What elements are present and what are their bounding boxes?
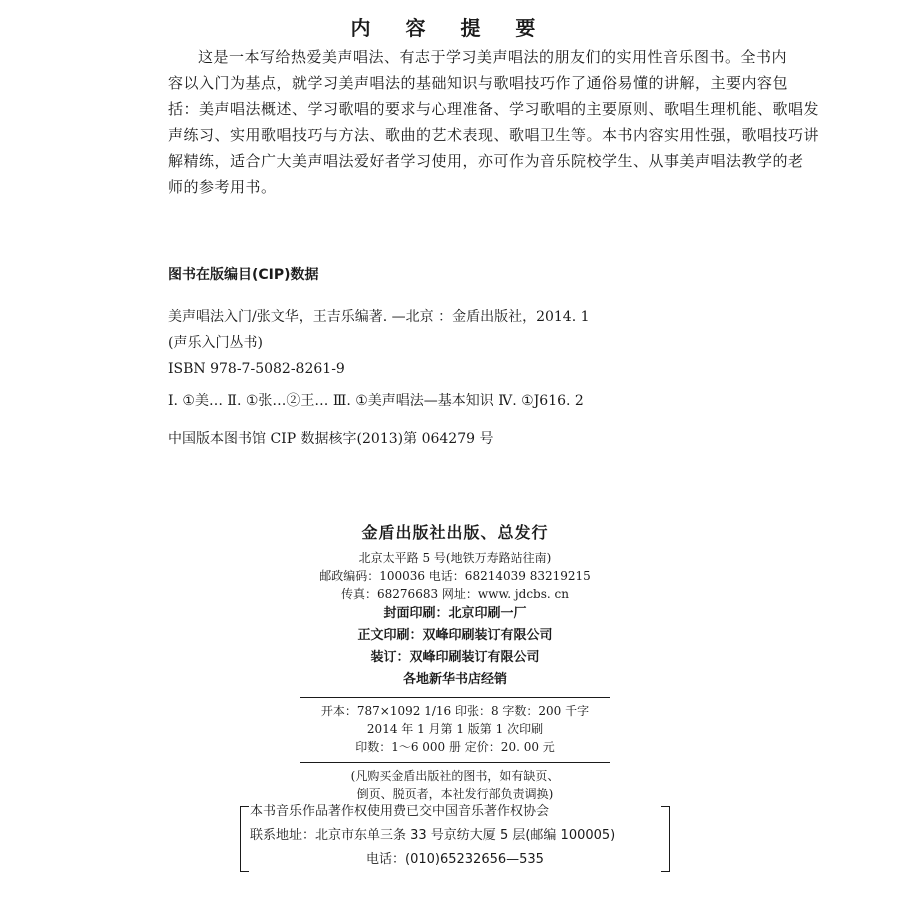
summary-line: 解精练，适合广大美声唱法爱好者学习使用，亦可作为音乐院校学生、从事美声唱法教学的老: [168, 152, 804, 170]
copyright-notice-box: [240, 800, 670, 872]
bracket-left: [240, 806, 249, 872]
cover-print-line: 封面印刷：北京印刷一厂: [383, 606, 527, 621]
cip-isbn-line: ISBN 978-7-5082-8261-9: [168, 361, 345, 377]
summary-section: [168, 44, 820, 200]
cip-record-line: 中国版本图书馆 CIP 数据核字(2013)第 064279 号: [168, 431, 494, 447]
cip-heading: 图书在版编目(CIP)数据: [168, 267, 319, 283]
summary-line: 容以入门为基点，就学习美声唱法的基础知识与歌唱技巧作了通俗易懂的讲解，主要内容包: [168, 74, 789, 92]
bracket-right: [661, 806, 670, 872]
summary-line: 这是一本写给热爱美声唱法、有志于学习美声唱法的朋友们的实用性音乐图书。全书内: [198, 48, 788, 66]
cip-section: [168, 264, 728, 452]
notice-line: 倒页、脱页者，本社发行部负责调换): [356, 787, 554, 801]
address-line: 北京太平路 5 号(地铁万寿路站往南): [358, 551, 552, 565]
text-print-line: 正文印刷：双峰印刷装订有限公司: [357, 628, 553, 643]
page-title: 内 容 提 要: [350, 16, 550, 40]
summary-line: 括：美声唱法概述、学习歌唱的要求与心理准备、学习歌唱的主要原则、歌唱生理机能、歌唱发: [168, 100, 820, 118]
summary-line: 声练习、实用歌唱技巧与方法、歌曲的艺术表现、歌唱卫生等。本书内容实用性强，歌唱技巧讲: [168, 126, 820, 144]
fax-line: 传真：68276683 网址：www. jdcbs. cn: [341, 587, 569, 601]
notice-line: (凡购买金盾出版社的图书，如有缺页、: [350, 769, 560, 783]
summary-line: 师的参考用书。: [168, 178, 277, 196]
divider: [300, 762, 610, 763]
run-price-line: 印数：1～6 000 册 定价：20. 00 元: [355, 740, 555, 754]
divider: [300, 697, 610, 698]
copyright-address-line: 联系地址：北京市东单三条 33 号京纺大厦 5 层(邮编 100005): [250, 828, 616, 843]
binding-line: 装订：双峰印刷装订有限公司: [370, 650, 540, 665]
copyright-phone-line: 电话：(010)65232656—535: [366, 852, 544, 867]
format-line: 开本：787×1092 1/16 印张：8 字数：200 千字: [320, 704, 590, 718]
copyright-line: 本书音乐作品著作权使用费已交中国音乐著作权协会: [250, 804, 550, 819]
cip-book-line: 美声唱法入门/张文华，王吉乐编著. —北京 ：金盾出版社，2014. 1: [168, 309, 590, 325]
imprint-section: [300, 520, 610, 803]
distribution-line: 各地新华书店经销: [402, 672, 507, 687]
cip-series-line: (声乐入门丛书): [168, 335, 263, 351]
cip-classification-line: Ⅰ. ①美… Ⅱ. ①张…②王… Ⅲ. ①美声唱法—基本知识 Ⅳ. ①J616. 2: [168, 393, 584, 409]
postal-line: 邮政编码：100036 电话：68214039 83219215: [319, 569, 591, 583]
edition-line: 2014 年 1 月第 1 版第 1 次印刷: [366, 722, 544, 736]
publisher-line: 金盾出版社出版、总发行: [361, 523, 549, 542]
